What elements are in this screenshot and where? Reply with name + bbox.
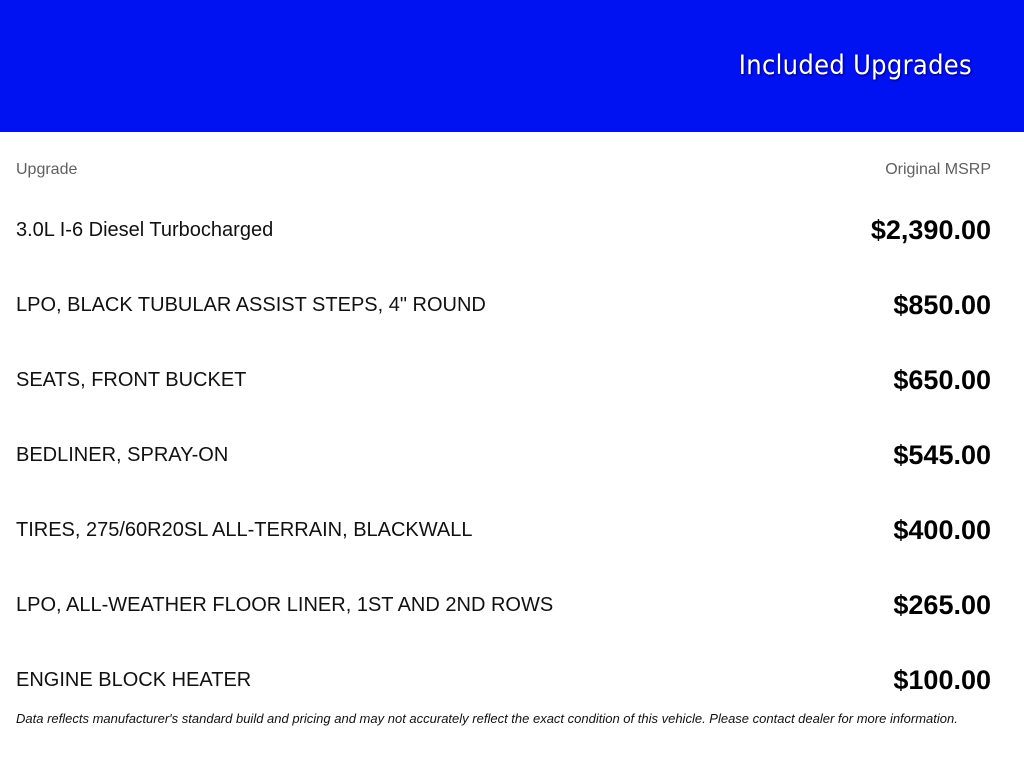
upgrade-price: $400.00 — [893, 515, 991, 545]
table-header — [16, 150, 991, 190]
upgrade-price: $100.00 — [893, 665, 991, 695]
upgrade-price: $850.00 — [893, 290, 991, 320]
table-row — [16, 193, 991, 268]
upgrade-price: $2,390.00 — [870, 215, 991, 245]
page-title: Included Upgrades — [738, 50, 972, 81]
upgrade-column-header: Upgrade — [16, 161, 78, 178]
msrp-column-header: Original MSRP — [885, 161, 991, 178]
upgrades-table — [16, 132, 991, 718]
upgrade-name: TIRES, 275/60R20SL ALL-TERRAIN, BLACKWALL — [16, 519, 473, 541]
table-row — [16, 643, 991, 718]
table-row — [16, 343, 991, 418]
table-row — [16, 568, 991, 643]
upgrade-price: $265.00 — [893, 590, 991, 620]
table-row — [16, 493, 991, 568]
upgrade-price: $545.00 — [893, 440, 991, 470]
table-row — [16, 418, 991, 493]
header-banner — [0, 0, 1024, 132]
table-body — [16, 193, 991, 718]
upgrade-name: ENGINE BLOCK HEATER — [16, 669, 252, 691]
upgrade-name: LPO, BLACK TUBULAR ASSIST STEPS, 4" ROUND — [16, 294, 486, 316]
upgrade-name: 3.0L I-6 Diesel Turbocharged — [16, 219, 274, 241]
disclaimer-text: Data reflects manufacturer's standard build and pricing and may not accurately reflect the exact condition of this vehicle. Please contact dealer for more information. — [16, 711, 958, 726]
upgrade-name: BEDLINER, SPRAY-ON — [16, 444, 229, 466]
upgrade-name: LPO, ALL-WEATHER FLOOR LINER, 1ST AND 2ND ROWS — [16, 594, 554, 616]
table-row — [16, 268, 991, 343]
upgrade-price: $650.00 — [893, 365, 991, 395]
upgrade-name: SEATS, FRONT BUCKET — [16, 369, 247, 391]
